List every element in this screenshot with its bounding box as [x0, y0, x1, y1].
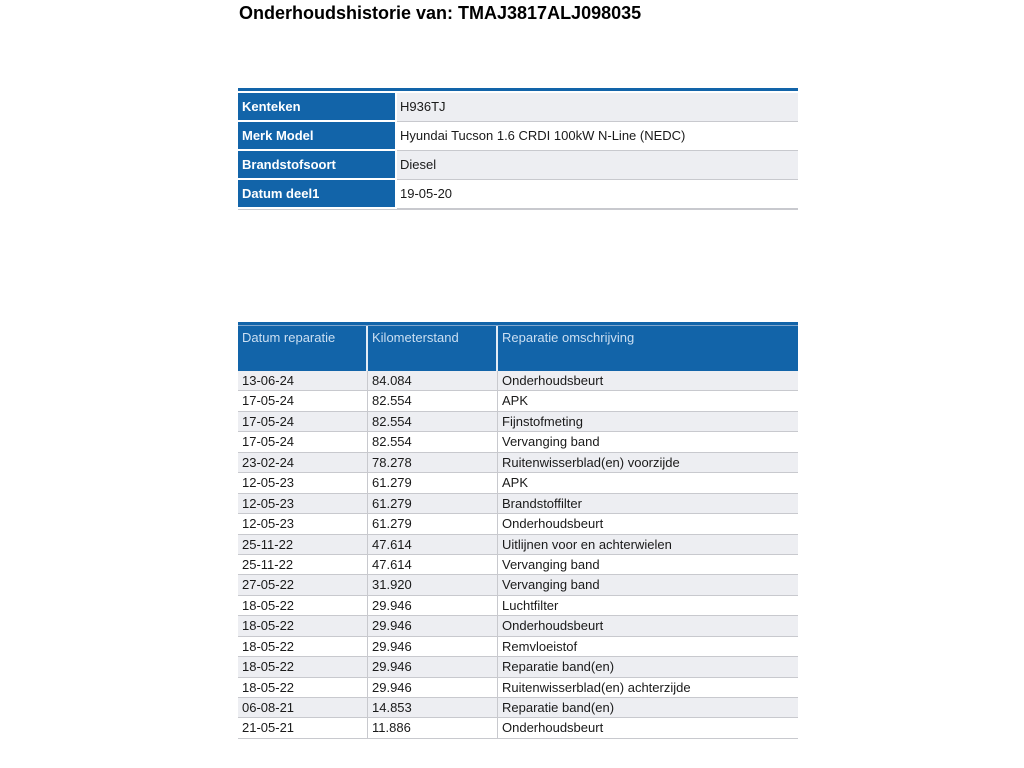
history-cell-km: 84.084 [368, 371, 498, 390]
info-label: Kenteken [238, 93, 395, 120]
history-cell-description: Onderhoudsbeurt [502, 618, 604, 634]
history-rows [238, 371, 798, 739]
history-cell-date: 21-05-21 [238, 718, 368, 737]
history-header-row [238, 326, 798, 371]
history-row [238, 637, 798, 657]
history-row [238, 453, 798, 473]
history-cell-date: 25-11-22 [238, 535, 368, 554]
history-cell-description: APK [502, 475, 529, 491]
info-row [238, 180, 798, 209]
history-cell-description: Brandstoffilter [502, 495, 582, 511]
history-cell-km: 29.946 [368, 616, 498, 635]
history-cell-km: 61.279 [368, 514, 498, 533]
info-value: Hyundai Tucson 1.6 CRDI 100kW N-Line (NEDC) [397, 122, 798, 151]
history-cell-description: Onderhoudsbeurt [502, 373, 604, 388]
history-row [238, 535, 798, 555]
info-label: Datum deel1 [238, 180, 395, 207]
history-cell-date: 12-05-23 [238, 473, 368, 492]
history-row [238, 494, 798, 514]
history-row [238, 371, 798, 391]
vehicle-info-rows [238, 93, 798, 210]
history-cell-km: 11.886 [368, 718, 498, 737]
history-header-cell: Datum reparatie [238, 326, 368, 371]
info-row [238, 93, 798, 122]
history-row [238, 718, 798, 738]
history-table [238, 322, 798, 739]
history-cell-description: APK [502, 393, 529, 409]
history-cell-description: Vervanging band [502, 577, 600, 593]
history-cell-date: 13-06-24 [238, 371, 368, 390]
history-row [238, 698, 798, 718]
history-cell-km: 61.279 [368, 473, 498, 492]
history-cell-km: 29.946 [368, 637, 498, 656]
info-value: 19-05-20 [397, 180, 798, 209]
history-cell-description: Reparatie band(en) [502, 659, 615, 675]
history-cell-description: Reparatie band(en) [502, 700, 615, 715]
history-row [238, 575, 798, 595]
history-row [238, 616, 798, 636]
history-cell-description: Onderhoudsbeurt [502, 516, 604, 532]
history-row [238, 596, 798, 616]
info-row [238, 151, 798, 180]
history-cell-date: 12-05-23 [238, 514, 368, 533]
history-cell-date: 18-05-22 [238, 657, 368, 676]
history-cell-km: 78.278 [368, 453, 498, 472]
history-cell-description: Vervanging band [502, 434, 600, 450]
history-row [238, 657, 798, 677]
history-row [238, 391, 798, 411]
history-cell-date: 23-02-24 [238, 453, 368, 472]
history-cell-km: 29.946 [368, 657, 498, 676]
history-cell-km: 82.554 [368, 391, 498, 410]
history-cell-date: 12-05-23 [238, 494, 368, 513]
info-label: Merk Model [238, 122, 395, 149]
history-cell-date: 27-05-22 [238, 575, 368, 594]
info-value: Diesel [397, 151, 798, 180]
history-cell-description: Fijnstofmeting [502, 413, 583, 429]
history-cell-date: 25-11-22 [238, 555, 368, 574]
history-row [238, 412, 798, 432]
history-cell-date: 18-05-22 [238, 637, 368, 656]
vehicle-info-table [238, 88, 798, 210]
history-cell-date: 17-05-24 [238, 412, 368, 431]
history-cell-date: 17-05-24 [238, 432, 368, 451]
history-cell-description: Ruitenwisserblad(en) achterzijde [502, 679, 691, 695]
history-row [238, 432, 798, 452]
info-label: Brandstofsoort [238, 151, 395, 178]
history-row [238, 473, 798, 493]
history-cell-description: Uitlijnen voor en achterwielen [502, 536, 672, 552]
history-cell-km: 29.946 [368, 596, 498, 615]
history-cell-km: 31.920 [368, 575, 498, 594]
history-cell-km: 47.614 [368, 535, 498, 554]
history-cell-description: Luchtfilter [502, 597, 559, 613]
history-cell-km: 82.554 [368, 432, 498, 451]
history-cell-date: 06-08-21 [238, 698, 368, 717]
info-row [238, 122, 798, 151]
history-header-cell: Reparatie omschrijving [502, 330, 635, 345]
history-cell-description: Onderhoudsbeurt [502, 720, 604, 736]
history-cell-date: 18-05-22 [238, 678, 368, 697]
history-row [238, 514, 798, 534]
history-cell-description: Vervanging band [502, 556, 600, 572]
page-title: Onderhoudshistorie van: TMAJ3817ALJ098035 [239, 3, 642, 23]
history-cell-description: Ruitenwisserblad(en) voorzijde [502, 454, 680, 470]
history-cell-km: 47.614 [368, 555, 498, 574]
history-cell-km: 82.554 [368, 412, 498, 431]
history-header-cell: Kilometerstand [368, 326, 498, 371]
history-cell-km: 29.946 [368, 678, 498, 697]
history-cell-description: Remvloeistof [502, 638, 578, 654]
info-value: H936TJ [397, 93, 798, 122]
history-cell-km: 14.853 [368, 698, 498, 717]
history-row [238, 678, 798, 698]
history-row [238, 555, 798, 575]
history-cell-km: 61.279 [368, 494, 498, 513]
history-cell-date: 18-05-22 [238, 596, 368, 615]
history-cell-date: 18-05-22 [238, 616, 368, 635]
history-cell-date: 17-05-24 [238, 391, 368, 410]
